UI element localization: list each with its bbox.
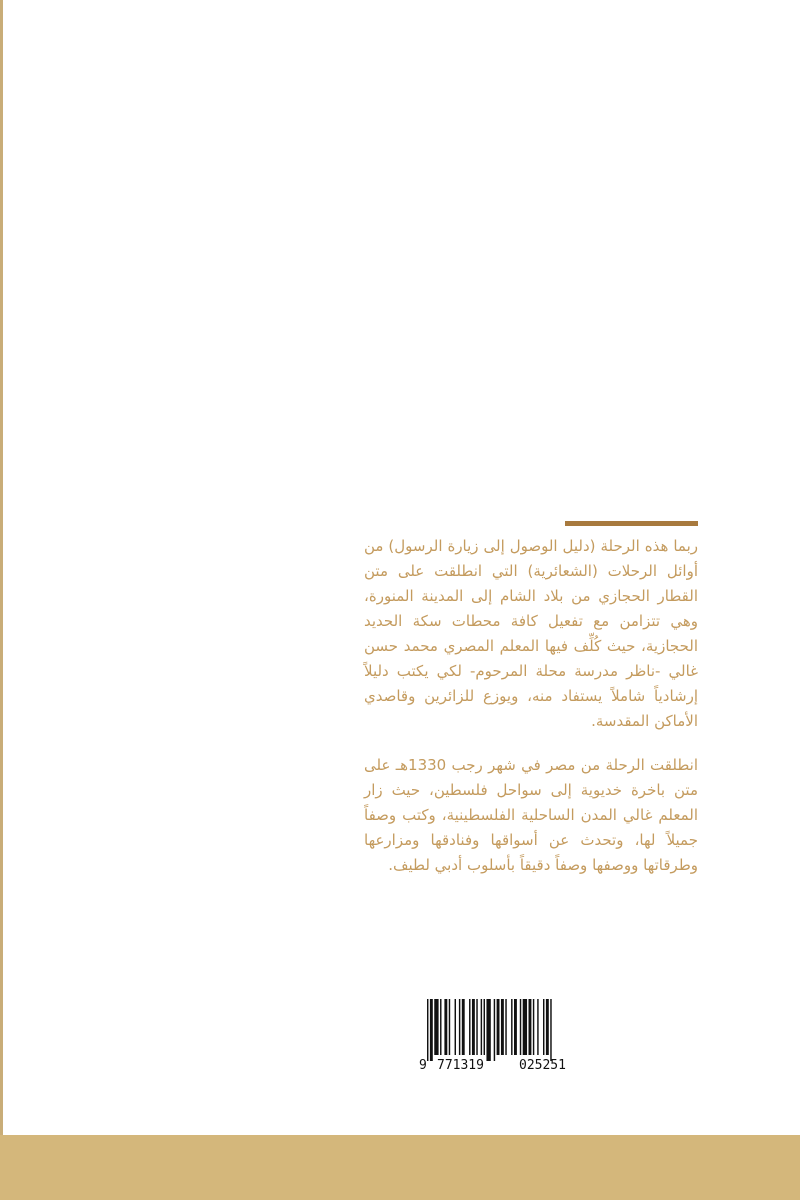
barcode-bar: [501, 999, 504, 1055]
barcode-bar: [494, 999, 495, 1061]
barcode-digit-prefix: 9: [419, 1058, 427, 1073]
barcode-bar: [484, 999, 485, 1055]
barcode-bar: [440, 999, 441, 1055]
barcode-bar: [520, 999, 521, 1055]
barcode-bar: [434, 999, 438, 1055]
barcode-bar: [486, 999, 490, 1061]
barcode-bar: [546, 999, 549, 1055]
barcode-bar: [455, 999, 456, 1055]
isbn-barcode: [419, 999, 602, 1079]
barcode-bar: [427, 999, 428, 1061]
bottom-color-band: [0, 1135, 800, 1200]
blurb-paragraph-2: انطلقت الرحلة من مصر في شهر رجب 1330هـ على متن باخرة خديوية إلى سواحل فلسطين، حيث زار المعلم غالي المدن الساحلية الفلسطينية، وكتب وصفاً جميلاً لها، وتحدث عن أسواقها وفنادقها ومزارعها وطرقاتها ووصفها وصفاً دقيقاً بأسلوب أدبي لطيف.: [364, 756, 698, 874]
barcode-bars: [427, 999, 597, 1061]
barcode-bar: [529, 999, 532, 1055]
barcode-bar: [430, 999, 433, 1061]
barcode-digits-right-group: 025251: [519, 1058, 566, 1073]
barcode-bar: [537, 999, 538, 1055]
back-cover-blurb: [364, 534, 698, 878]
barcode-digits: [419, 1058, 602, 1078]
barcode-bar: [505, 999, 506, 1055]
barcode-bar: [481, 999, 482, 1055]
barcode-bar: [533, 999, 534, 1055]
barcode-bar: [459, 999, 460, 1055]
barcode-bar: [476, 999, 477, 1055]
left-edge-rule: [0, 0, 3, 1135]
accent-bar: [565, 521, 698, 526]
barcode-bar: [511, 999, 512, 1055]
blurb-paragraph-1: ربما هذه الرحلة (دليل الوصول إلى زيارة الرسول) من أوائل الرحلات (الشعائرية) التي انطلقت على متن القطار الحجازي من بلاد الشام إلى المدينة المنورة، وهي تتزامن مع تفعيل كافة محطات سكة الحديد الحجازية، حيث كُلِّف فيها المعلم المصري محمد حسن غالي -ناظر مدرسة محلة المرحوم- لكي يكتب دليلاً إرشادياً شاملاً يستفاد منه، ويوزع للزائرين وقاصدي الأماكن المقدسة.: [364, 537, 698, 730]
barcode-bar: [497, 999, 500, 1055]
barcode-digits-left-group: 771319: [437, 1058, 484, 1073]
barcode-bar: [550, 999, 551, 1061]
barcode-bar: [472, 999, 475, 1055]
barcode-bar: [514, 999, 517, 1055]
barcode-bar: [543, 999, 544, 1055]
barcode-bar: [449, 999, 450, 1055]
barcode-bar: [523, 999, 527, 1055]
barcode-bar: [469, 999, 470, 1055]
barcode-bar: [444, 999, 447, 1055]
barcode-bar: [462, 999, 465, 1055]
